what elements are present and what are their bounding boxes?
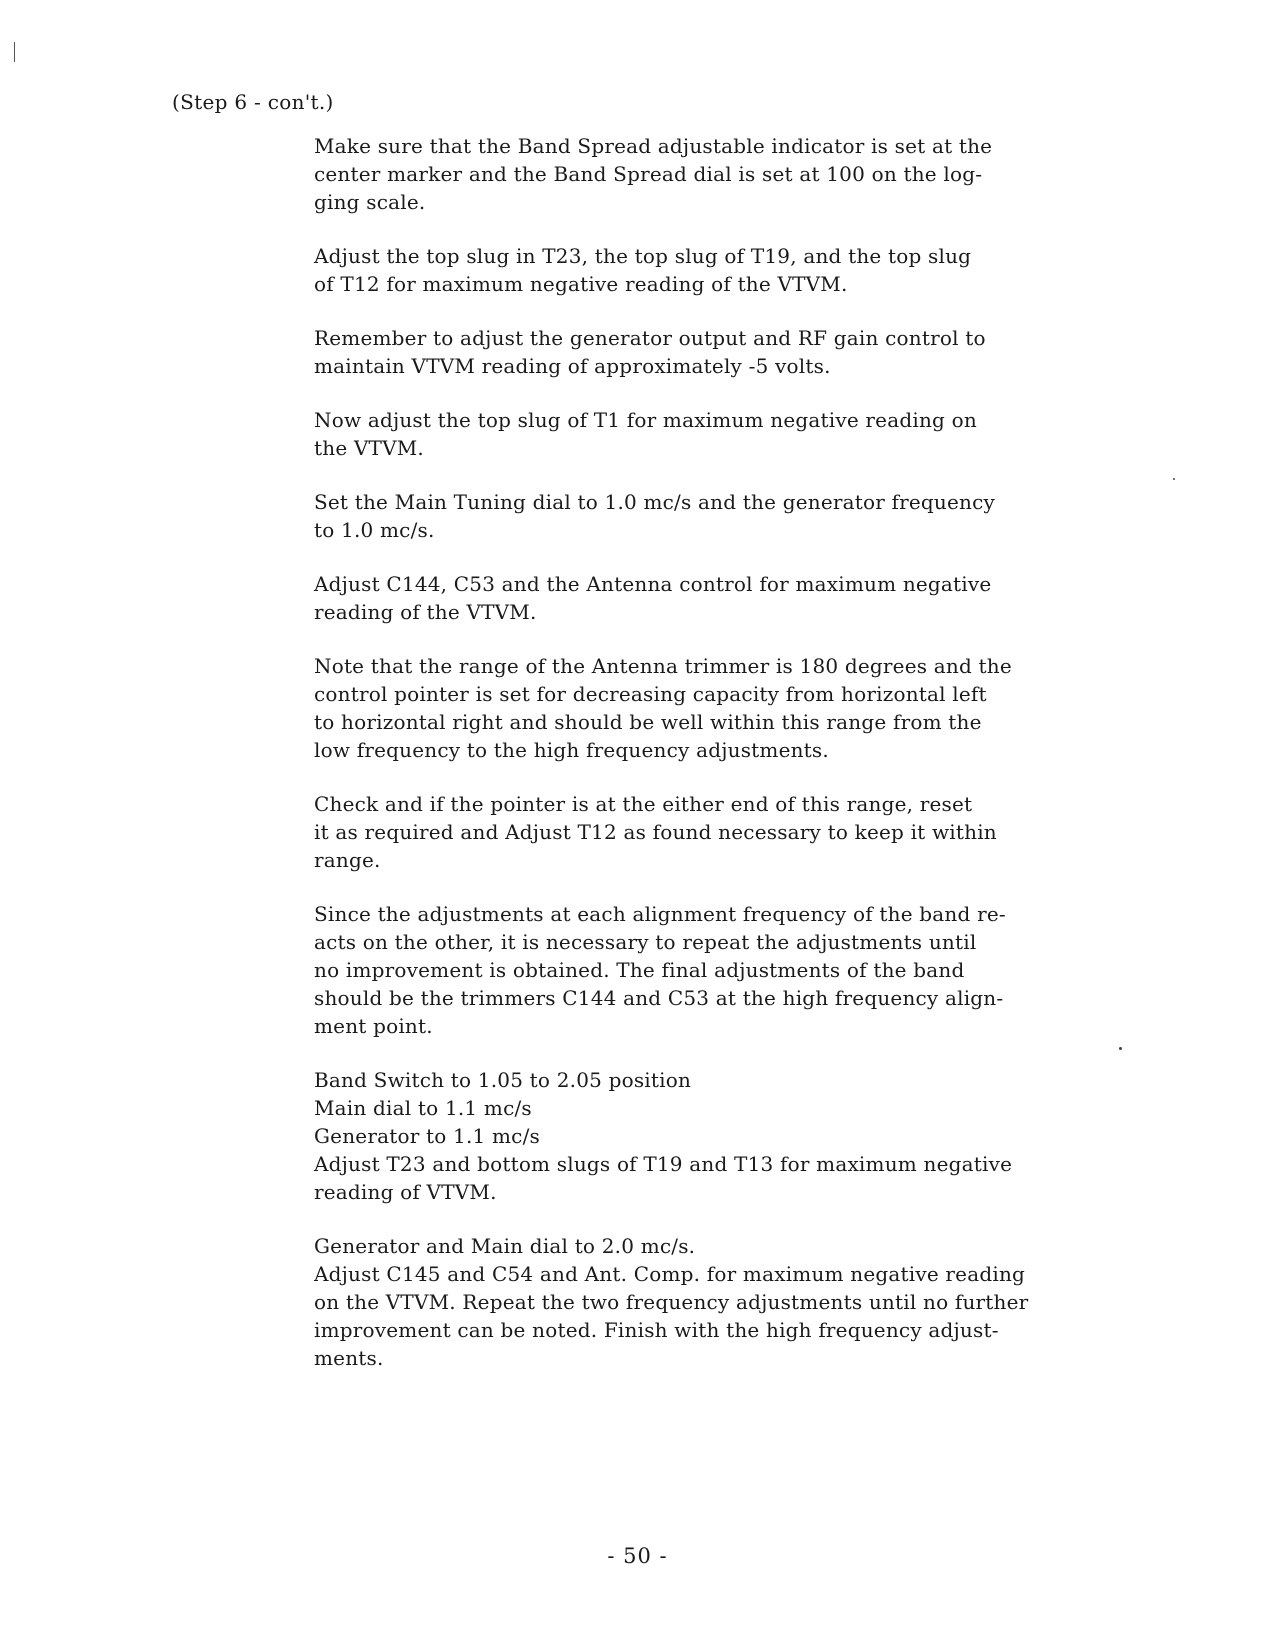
text-line: Main dial to 1.1 mc/s xyxy=(314,1096,532,1120)
paragraph xyxy=(314,406,1114,462)
text-line: Check and if the pointer is at the either end of this range, reset xyxy=(314,792,973,816)
text-line: low frequency to the high frequency adjustments. xyxy=(314,738,829,762)
text-line: the VTVM. xyxy=(314,436,424,460)
paragraph xyxy=(314,652,1114,764)
text-line: on the VTVM. Repeat the two frequency adjustments until no further xyxy=(314,1290,1029,1314)
text-line: reading of the VTVM. xyxy=(314,600,537,624)
text-line: improvement can be noted. Finish with the high frequency adjust- xyxy=(314,1318,999,1342)
step-header: (Step 6 - con't.) xyxy=(172,90,334,114)
text-line: Note that the range of the Antenna trimmer is 180 degrees and the xyxy=(314,654,1012,678)
paragraph xyxy=(314,242,1114,298)
paragraph xyxy=(314,488,1114,544)
text-line: it as required and Adjust T12 as found necessary to keep it within xyxy=(314,820,997,844)
text-line: acts on the other, it is necessary to repeat the adjustments until xyxy=(314,930,977,954)
text-line: Adjust C144, C53 and the Antenna control for maximum negative xyxy=(314,572,992,596)
margin-mark xyxy=(14,42,15,62)
text-line: Generator to 1.1 mc/s xyxy=(314,1124,540,1148)
text-line: Now adjust the top slug of T1 for maximum negative reading on xyxy=(314,408,977,432)
text-line: ment point. xyxy=(314,1014,433,1038)
text-line: should be the trimmers C144 and C53 at the high frequency align- xyxy=(314,986,1004,1010)
text-line: Set the Main Tuning dial to 1.0 mc/s and the generator frequency xyxy=(314,490,996,514)
text-line: Band Switch to 1.05 to 2.05 position xyxy=(314,1068,692,1092)
text-line: center marker and the Band Spread dial is set at 100 on the log- xyxy=(314,162,983,186)
paragraph xyxy=(314,132,1114,216)
page-number: - 50 - xyxy=(607,1544,668,1568)
paragraph xyxy=(314,570,1114,626)
text-line: to horizontal right and should be well within this range from the xyxy=(314,710,982,734)
text-line: range. xyxy=(314,848,381,872)
body-text xyxy=(314,132,1114,1398)
text-line: Adjust C145 and C54 and Ant. Comp. for maximum negative reading xyxy=(314,1262,1026,1286)
text-line: maintain VTVM reading of approximately -5 volts. xyxy=(314,354,831,378)
text-line: no improvement is obtained. The final adjustments of the band xyxy=(314,958,965,982)
paragraph xyxy=(314,1066,1114,1206)
text-line: Make sure that the Band Spread adjustable indicator is set at the xyxy=(314,134,993,158)
text-line: of T12 for maximum negative reading of the VTVM. xyxy=(314,272,848,296)
paragraph xyxy=(314,324,1114,380)
text-line: to 1.0 mc/s. xyxy=(314,518,435,542)
paragraph xyxy=(314,900,1114,1040)
paragraph xyxy=(314,1232,1114,1372)
text-line: Remember to adjust the generator output and RF gain control to xyxy=(314,326,986,350)
text-line: Adjust the top slug in T23, the top slug of T19, and the top slug xyxy=(314,244,972,268)
text-line: Generator and Main dial to 2.0 mc/s. xyxy=(314,1234,696,1258)
scan-speck xyxy=(1119,1047,1122,1050)
text-line: Since the adjustments at each alignment frequency of the band re- xyxy=(314,902,1006,926)
text-line: Adjust T23 and bottom slugs of T19 and T13 for maximum negative xyxy=(314,1152,1013,1176)
paragraph xyxy=(314,790,1114,874)
scan-speck xyxy=(1173,478,1175,480)
text-line: ging scale. xyxy=(314,190,426,214)
text-line: reading of VTVM. xyxy=(314,1180,497,1204)
text-line: ments. xyxy=(314,1346,384,1370)
text-line: control pointer is set for decreasing capacity from horizontal left xyxy=(314,682,987,706)
